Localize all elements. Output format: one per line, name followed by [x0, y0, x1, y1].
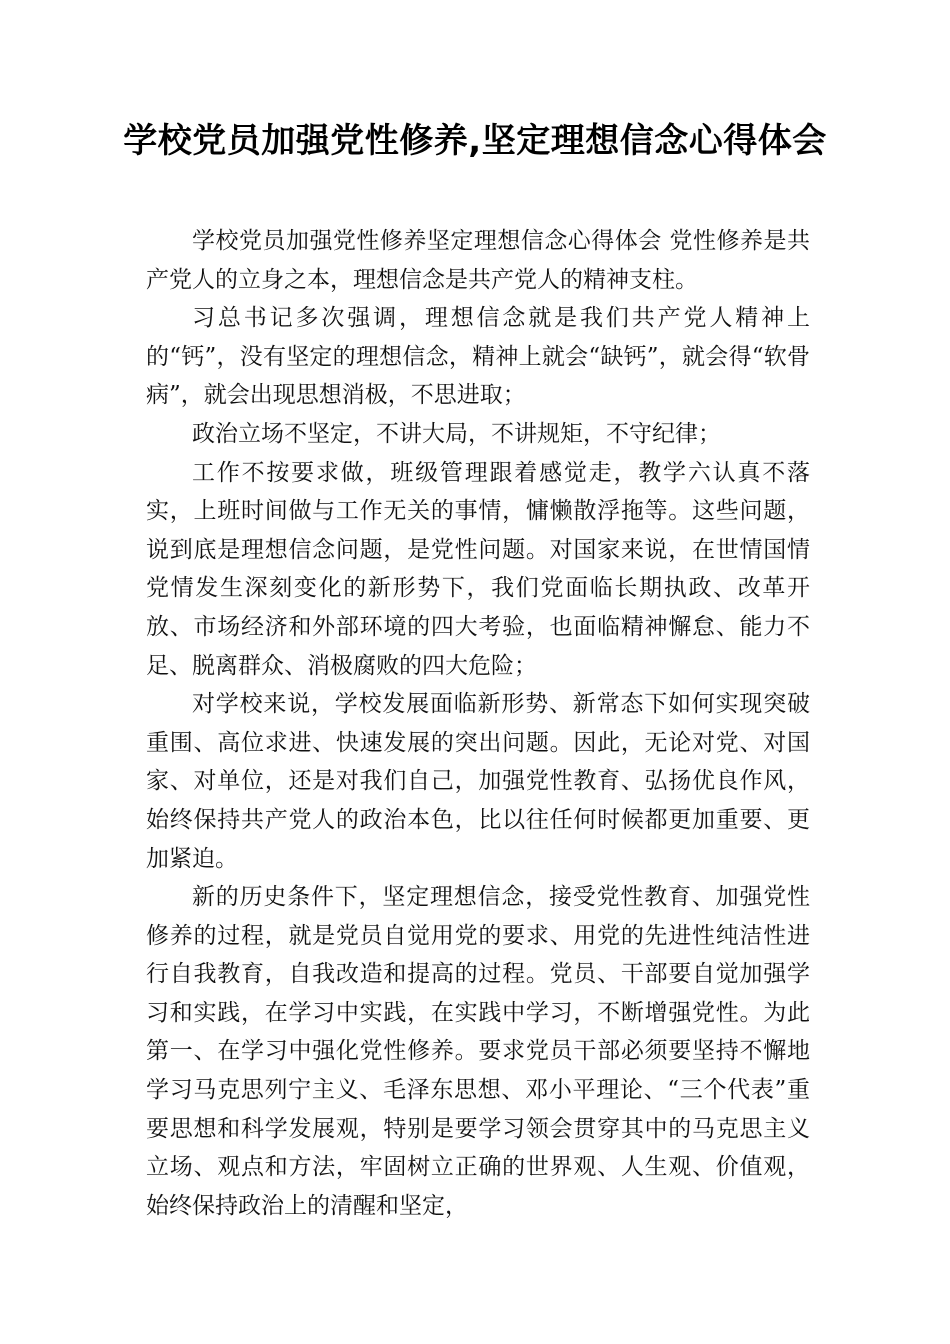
document-title: 学校党员加强党性修养,坚定理想信念心得体会	[123, 121, 827, 161]
paragraph: 工作不按要求做，班级管理跟着感觉走，教学六认真不落实，上班时间做与工作无关的事情，慵懒散浮拖等。这些问题，说到底是理想信念问题，是党性问题。对国家来说，在世情国情党情发生深刻变化的新形势下，我们党面临长期执政、改革开放、市场经济和外部环境的四大考验，也面临精神懈怠、能力不足、脱离群众、消极腐败的四大危险；	[146, 459, 810, 679]
paragraph: 新的历史条件下，坚定理想信念，接受党性教育、加强党性修养的过程，就是党员自觉用党的要求、用党的先进性纯洁性进行自我教育，自我改造和提高的过程。党员、干部要自觉加强学习和实践，在学习中实践，在实践中学习，不断增强党性。为此 第一、在学习中强化党性修养。要求党员干部必须要坚持不懈地学习马克思列宁主义、毛泽东思想、邓小平理论、“三个代表”重要思想和科学发展观，特别是要学习领会贯穿其中的马克思主义立场、观点和方法，牢固树立正确的世界观、人生观、价值观，始终保持政治上的清醒和坚定，	[146, 884, 810, 1219]
paragraph: 对学校来说，学校发展面临新形势、新常态下如何实现突破重围、高位求进、快速发展的突出问题。因此，无论对党、对国家、对单位，还是对我们自己，加强党性教育、弘扬优良作风，始终保持共产党人的政治本色，比以往任何时候都更加重要、更加紧迫。	[146, 691, 810, 872]
paragraph: 学校党员加强党性修养坚定理想信念心得体会 党性修养是共产党人的立身之本，理想信念是共产党人的精神支柱。	[146, 228, 810, 293]
paragraph: 政治立场不坚定，不讲大局，不讲规矩，不守纪律；	[192, 420, 721, 447]
document-body	[146, 222, 810, 1225]
paragraph: 习总书记多次强调，理想信念就是我们共产党人精神上的“钙”，没有坚定的理想信念，精神上就会“缺钙”，就会得“软骨病”，就会出现思想消极，不思进取；	[146, 305, 810, 409]
